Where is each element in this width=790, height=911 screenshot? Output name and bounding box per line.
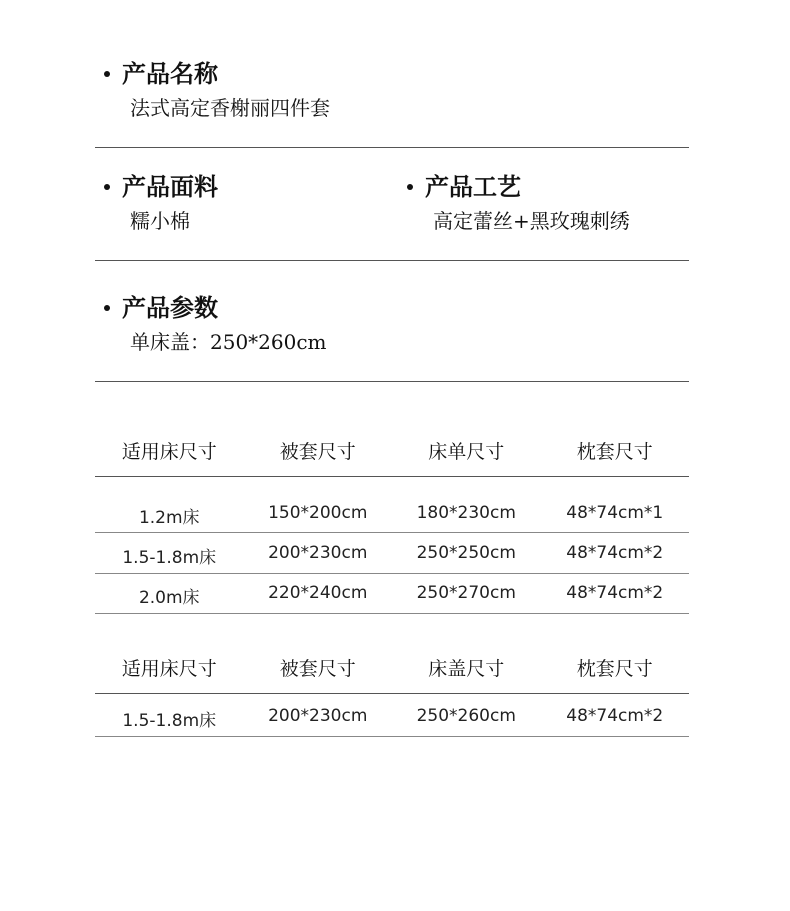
table-cell: 48*74cm*2 <box>566 543 664 563</box>
product-craft-section <box>407 172 630 233</box>
table-cell: 250*260cm <box>416 706 516 726</box>
table-cell: 1.5-1.8m床 <box>122 548 217 568</box>
table-cell: 2.0m床 <box>138 588 200 608</box>
table-cell: 48*74cm*2 <box>566 706 664 726</box>
table-cell: 1.5-1.8m床 <box>122 711 217 731</box>
table-row <box>95 583 689 608</box>
table-cell: 200*230cm <box>268 543 368 563</box>
product-craft-value: 高定蕾丝+黑玫瑰刺绣 <box>433 209 630 233</box>
table-cell: 200*230cm <box>268 706 368 726</box>
header-cell-bed-size: 适用床尺寸 <box>121 658 217 680</box>
bullet-icon <box>104 71 110 77</box>
header-cell-pillowcase-size: 枕套尺寸 <box>576 658 653 680</box>
header-cell-pillowcase-size: 枕套尺寸 <box>576 441 653 463</box>
product-params-heading <box>104 293 327 322</box>
header-cell-sheet-size: 床单尺寸 <box>428 441 505 463</box>
bullet-icon <box>407 184 413 190</box>
product-name-title: 产品名称 <box>122 59 218 88</box>
bullet-icon <box>104 184 110 190</box>
header-cell-duvet-size: 被套尺寸 <box>279 658 356 680</box>
header-cell-bed-size: 适用床尺寸 <box>121 441 217 463</box>
product-fabric-heading <box>104 172 218 201</box>
table-divider <box>95 693 689 694</box>
table-cell: 250*250cm <box>416 543 516 563</box>
size-table-1-header <box>95 437 689 464</box>
table-divider <box>95 476 689 477</box>
divider <box>95 260 689 261</box>
product-craft-title: 产品工艺 <box>425 172 521 201</box>
table-row <box>95 706 689 731</box>
product-name-value: 法式高定香榭丽四件套 <box>130 96 330 120</box>
table-cell: 48*74cm*2 <box>566 583 664 603</box>
table-cell: 250*270cm <box>416 583 516 603</box>
product-name-section <box>104 59 330 120</box>
bullet-icon <box>104 305 110 311</box>
header-cell-bedspread-size: 床盖尺寸 <box>428 658 505 680</box>
table-divider <box>95 573 689 574</box>
table-cell: 220*240cm <box>268 583 368 603</box>
product-name-heading <box>104 59 330 88</box>
table-divider <box>95 613 689 614</box>
table-cell: 48*74cm*1 <box>566 503 664 523</box>
product-params-title: 产品参数 <box>122 293 218 322</box>
product-craft-heading <box>407 172 630 201</box>
table-row <box>95 543 689 568</box>
divider <box>95 381 689 382</box>
table-cell: 150*200cm <box>268 503 368 523</box>
table-cell: 180*230cm <box>416 503 516 523</box>
product-fabric-section <box>104 172 218 233</box>
product-params-value: 单床盖：250*260cm <box>130 330 327 354</box>
divider <box>95 147 689 148</box>
product-params-section <box>104 293 327 354</box>
header-cell-duvet-size: 被套尺寸 <box>279 441 356 463</box>
table-divider <box>95 532 689 533</box>
table-divider <box>95 736 689 737</box>
table-cell: 1.2m床 <box>138 508 200 528</box>
table-row <box>95 503 689 528</box>
product-fabric-title: 产品面料 <box>122 172 218 201</box>
size-table-2-header <box>95 654 689 681</box>
product-fabric-value: 糯小棉 <box>130 209 190 233</box>
